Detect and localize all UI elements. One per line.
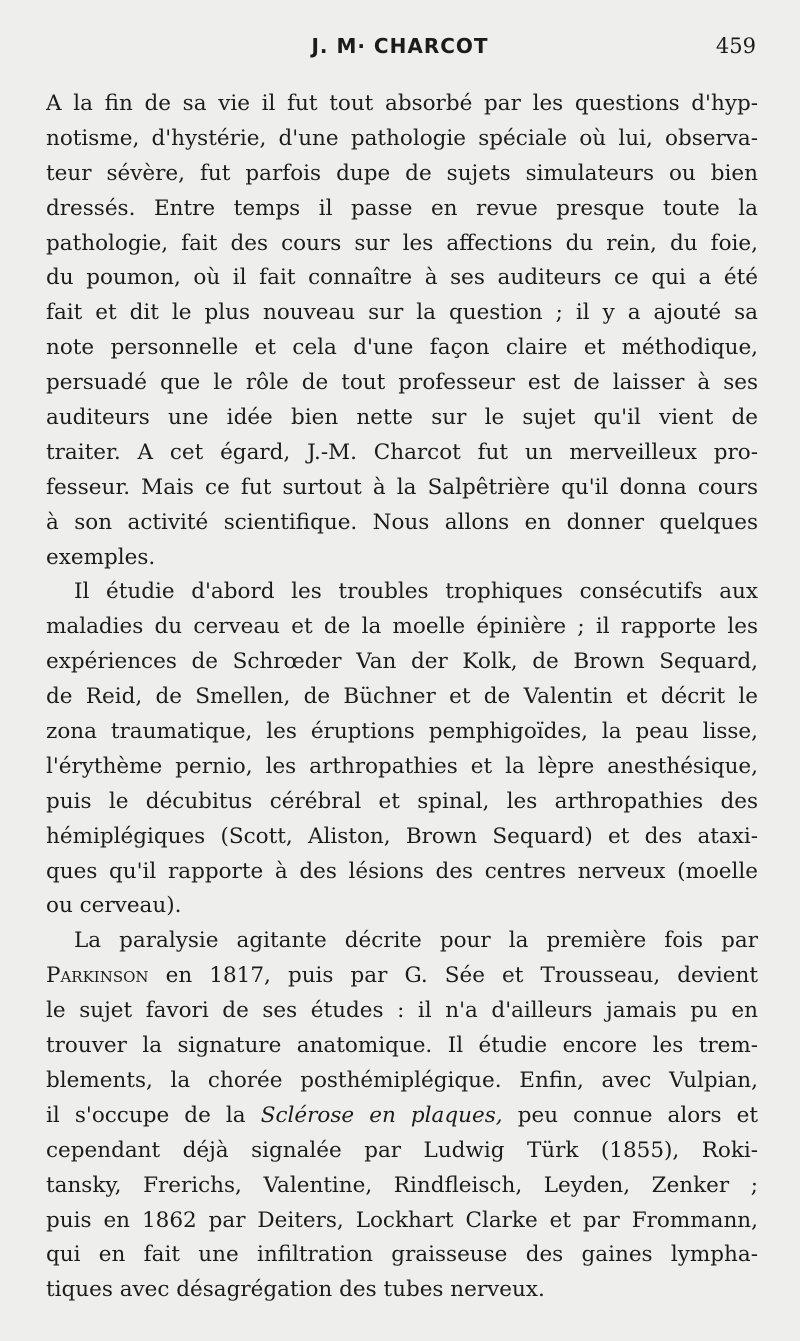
text-line: note personnelle et cela d'une façon claire et méthodique, bbox=[46, 335, 758, 361]
text-line-rest: en 1817, puis par G. Sée et Trousseau, devient bbox=[165, 963, 759, 989]
text-line: cependant déjà signalée par Ludwig Türk (1855), Roki- bbox=[46, 1137, 758, 1163]
text-line: tiques avec désagrégation des tubes nerveux. bbox=[46, 1277, 545, 1303]
text-lead: La bbox=[74, 928, 102, 954]
text-lead: il s'occupe de la bbox=[46, 1102, 246, 1128]
text-line: maladies du cerveau et de la moelle épinière ; il rapporte les bbox=[46, 614, 758, 640]
text-line: qui en fait une infiltration graisseuse des gaines lympha- bbox=[46, 1242, 758, 1268]
text-line: trouver la signature anatomique. Il étudie encore les trem- bbox=[46, 1033, 758, 1059]
text-line: persuadé que le rôle de tout professeur est de laisser à ses bbox=[46, 370, 758, 396]
page-number: 459 bbox=[715, 34, 756, 58]
text-line: teur sévère, fut parfois dupe de sujets simulateurs ou bien bbox=[46, 160, 758, 186]
text-line: zona traumatique, les éruptions pemphigoïdes, la peau lisse, bbox=[46, 719, 758, 745]
author-name: Parkinson bbox=[46, 963, 149, 989]
italic-term: Sclérose en plaques, bbox=[260, 1102, 503, 1128]
text-line: le sujet favori de ses études : il n'a d'ailleurs jamais pu en bbox=[46, 998, 758, 1024]
text-line-rest: peu connue alors et bbox=[517, 1102, 758, 1128]
text-line: à son activité scientifique. Nous allons en donner quelques bbox=[46, 509, 758, 535]
text-line: fesseur. Mais ce fut surtout à la Salpêtrière qu'il donna cours bbox=[46, 474, 758, 500]
text-line: de Reid, de Smellen, de Büchner et de Valentin et décrit le bbox=[46, 684, 758, 710]
text-line: hémiplégiques (Scott, Aliston, Brown Sequard) et des ataxi- bbox=[46, 823, 758, 849]
body-text bbox=[46, 87, 758, 1308]
text-line: traiter. A cet égard, J.-M. Charcot fut un merveilleux pro- bbox=[46, 439, 758, 465]
text-line: puis le décubitus cérébral et spinal, les arthropathies des bbox=[46, 788, 758, 814]
text-line: expériences de Schrœder Van der Kolk, de Brown Sequard, bbox=[46, 649, 758, 675]
running-title: J. M· CHARCOT bbox=[311, 34, 489, 58]
text-line-rest: paralysie agitante décrite pour la première fois par bbox=[119, 928, 758, 954]
text-line: puis en 1862 par Deiters, Lockhart Clarke et par Frommann, bbox=[46, 1207, 758, 1233]
text-line: notisme, d'hystérie, d'une pathologie spéciale où lui, observa- bbox=[46, 125, 758, 151]
text-line: tansky, Frerichs, Valentine, Rindfleisch, Leyden, Zenker ; bbox=[46, 1172, 758, 1198]
paragraph-start bbox=[46, 924, 758, 959]
text-line bbox=[46, 959, 758, 994]
text-line: auditeurs une idée bien nette sur le sujet qu'il vient de bbox=[46, 405, 758, 431]
text-line bbox=[46, 1099, 758, 1134]
text-line: dressés. Entre temps il passe en revue presque toute la bbox=[46, 195, 758, 221]
paragraph-start: Il étudie d'abord les troubles trophiques consécutifs aux bbox=[74, 579, 758, 605]
text-line: A la fin de sa vie il fut tout absorbé par les questions d'hyp- bbox=[46, 91, 758, 116]
page-header bbox=[0, 34, 800, 64]
text-line: ques qu'il rapporte à des lésions des centres nerveux (moelle bbox=[46, 858, 758, 884]
text-line: exemples. bbox=[46, 544, 156, 570]
text-line: ou cerveau). bbox=[46, 893, 182, 919]
text-line: pathologie, fait des cours sur les affections du rein, du foie, bbox=[46, 230, 758, 256]
text-line: du poumon, où il fait connaître à ses auditeurs ce qui a été bbox=[46, 265, 758, 291]
text-line: l'érythème pernio, les arthropathies et la lèpre anesthésique, bbox=[46, 753, 758, 779]
text-line: fait et dit le plus nouveau sur la question ; il y a ajouté sa bbox=[46, 300, 758, 326]
text-line: blements, la chorée posthémiplégique. Enfin, avec Vulpian, bbox=[46, 1067, 758, 1093]
